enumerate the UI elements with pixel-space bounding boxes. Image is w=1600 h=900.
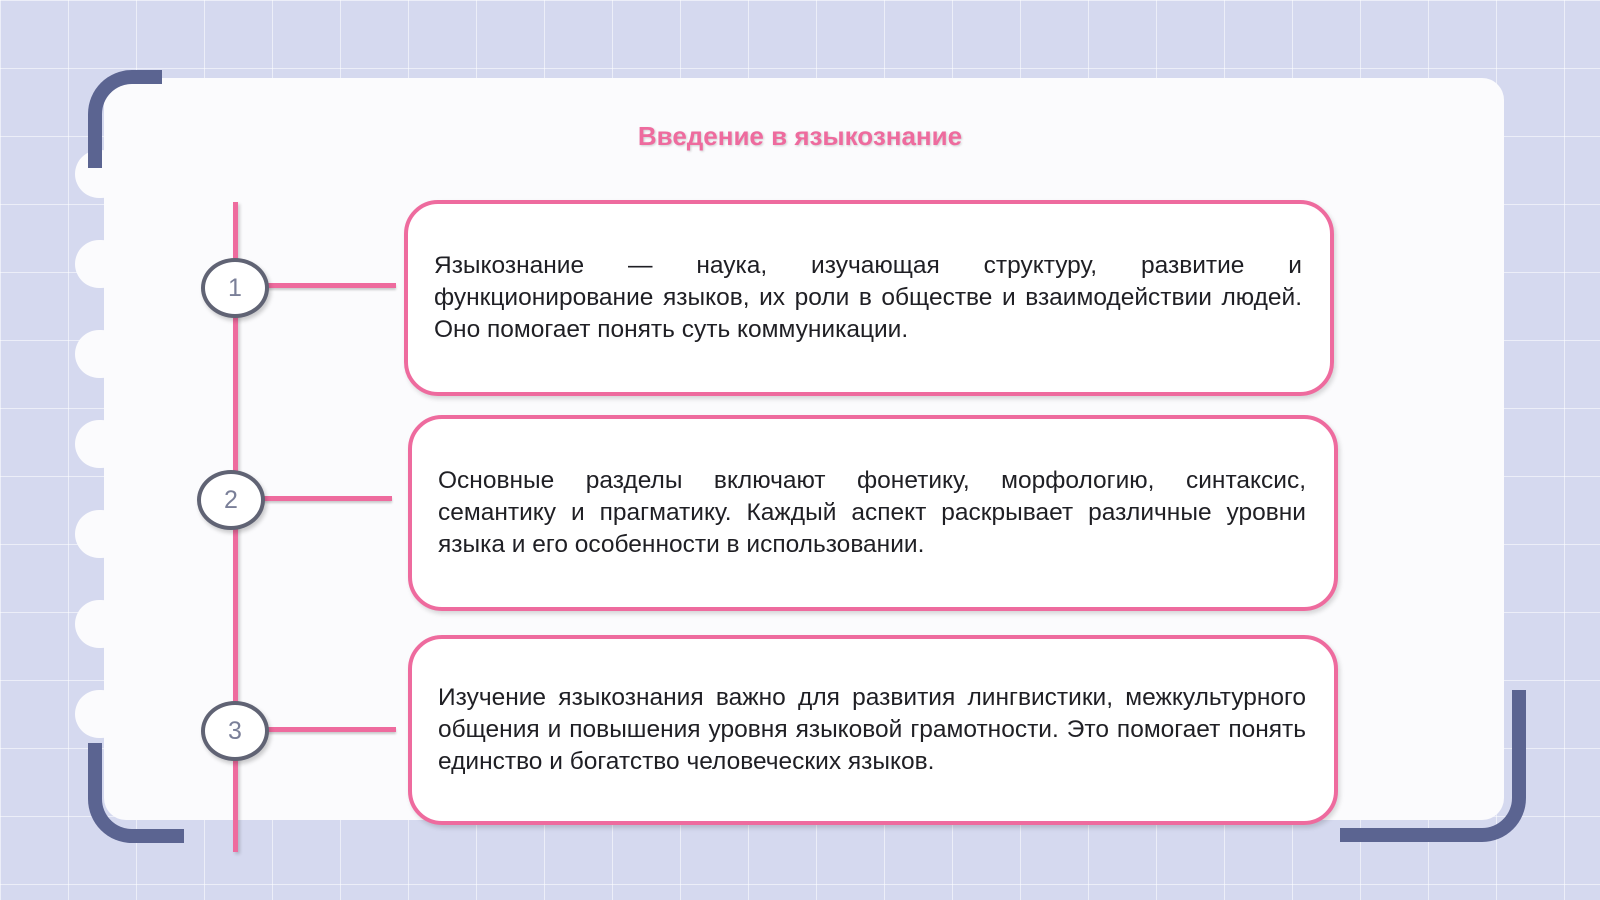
timeline-marker-3: 3 — [201, 701, 269, 761]
text-box-1-content: Языкознание — наука, изучающая структуру, развитие и функционирование языков, их роли в обществе и взаимодействии людей. Оно помогает понять суть коммуникации. — [434, 252, 1302, 343]
notebook-tab — [75, 510, 125, 558]
text-box-1 — [404, 200, 1334, 396]
timeline-connector — [266, 283, 396, 288]
corner-bracket-bottom-right — [1340, 690, 1526, 842]
notebook-tab — [75, 240, 125, 288]
timeline-connector — [266, 727, 396, 732]
notebook-tab — [75, 330, 125, 378]
timeline-marker-2: 2 — [197, 470, 265, 530]
text-box-2 — [408, 415, 1338, 611]
notebook-tab — [75, 600, 125, 648]
corner-bracket-top-left — [88, 70, 162, 168]
notebook-tab — [75, 420, 125, 468]
timeline-connector — [262, 496, 392, 501]
notebook-tab — [75, 690, 125, 738]
timeline-marker-1: 1 — [201, 258, 269, 318]
slide-title: Введение в языкознание — [637, 121, 963, 151]
corner-bracket-bottom-left — [88, 743, 184, 843]
text-box-3-content: Изучение языкознания важно для развития лингвистики, межкультурного общения и повышения уровня языковой грамотности. Это помогает понять единство и богатство человеческих языков. — [438, 684, 1306, 775]
text-box-3 — [408, 635, 1338, 825]
text-box-2-content: Основные разделы включают фонетику, морфологию, синтаксис, семантику и прагматику. Каждый аспект раскрывает различные уровни языка и его особенности в использовании. — [438, 467, 1306, 558]
